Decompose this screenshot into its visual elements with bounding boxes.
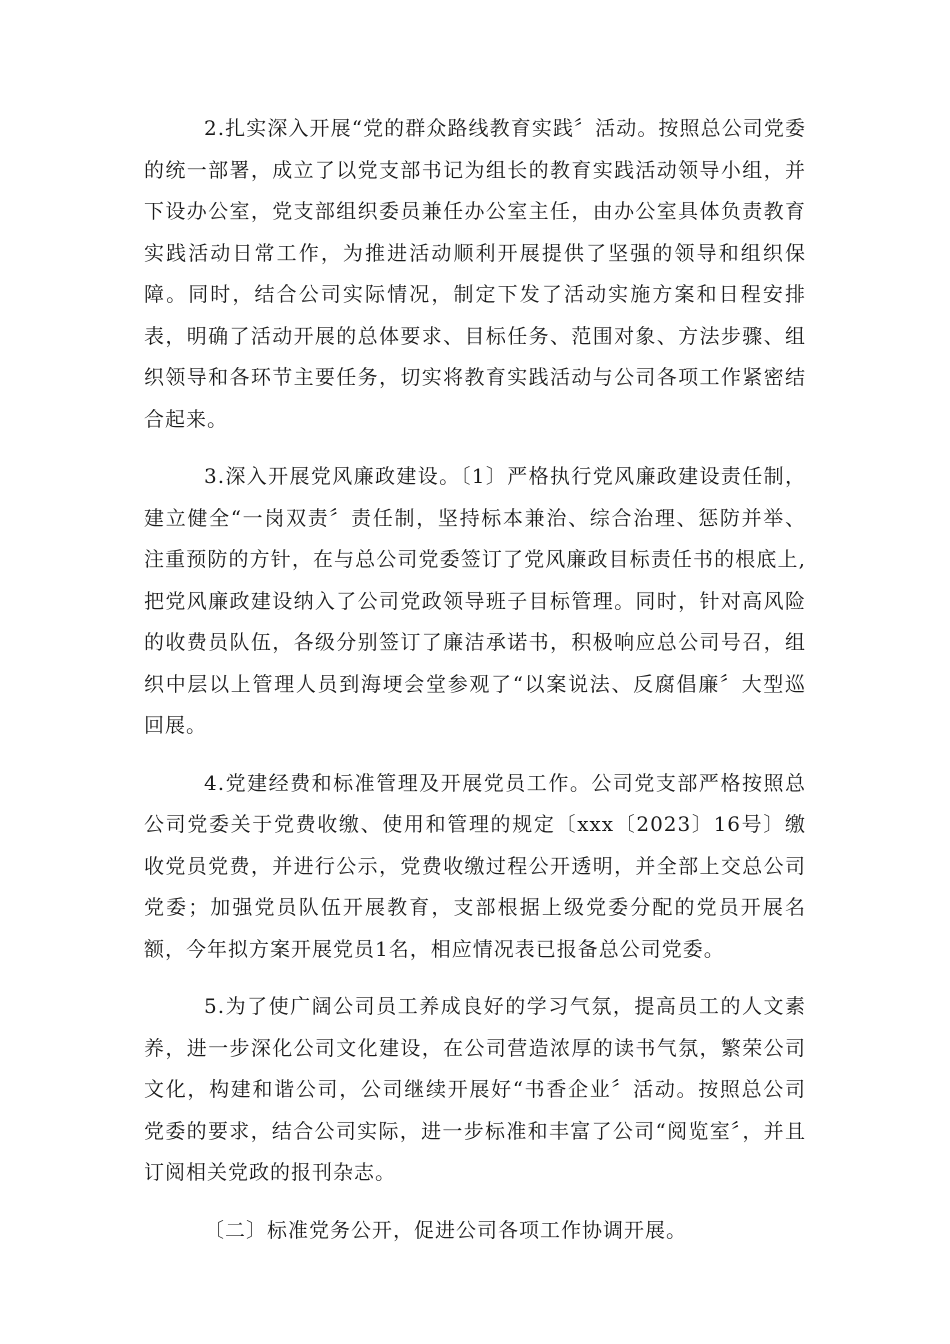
paragraph-education-practice: 2.扎实深入开展“党的群众路线教育实践〞活动。按照总公司党委的统一部署，成立了以党支部书记为组长的教育实践活动领导小组，并下设办公室，党支部组织委员兼任办公室主任，由办公室具体负责教育实践活动日常工作，为推进活动顺利开展提供了坚强的领导和组织保障。同时，结合公司实际情况，制定下发了活动实施方案和日程安排表，明确了活动开展的总体要求、目标任务、范围对象、方法步骤、组织领导和各环节主要任务，切实将教育实践活动与公司各项工作紧密结合起来。 xyxy=(144,116,806,431)
paragraph-party-funds: 4.党建经费和标准管理及开展党员工作。公司党支部严格按照总公司党委关于党费收缴、使用和管理的规定〔xxx〔2023〕16号〕缴收党员党费，并进行公示，党费收缴过程公开透明，并全部上交总公司党委；加强党员队伍开展教育，支部根据上级党委分配的党员开展名额，今年拟方案开展党员1名，相应情况表已报备总公司党委。 xyxy=(144,770,806,961)
section-heading-party-affairs: 〔二〕标准党务公开，促进公司各项工作协调开展。 xyxy=(204,1217,687,1242)
paragraph-book-fragrance: 5.为了使广阔公司员工养成良好的学习气氛，提高员工的人文素养，进一步深化公司文化建设，在公司营造浓厚的读书气氛，繁荣公司文化，构建和谐公司，公司继续开展好“书香企业〞活动。按照总公司党委的要求，结合公司实际，进一步标准和丰富了公司“阅览室〞，并且订阅相关党政的报刊杂志。 xyxy=(144,994,806,1184)
document-body xyxy=(144,108,806,1251)
paragraph-clean-governance: 3.深入开展党风廉政建设。〔1〕严格执行党风廉政建设责任制，建立健全“一岗双责〞责任制，坚持标本兼治、综合治理、惩防并举、注重预防的方针，在与总公司党委签订了党风廉政目标责任书的根底上,把党风廉政建设纳入了公司党政领导班子目标管理。同时，针对高风险的收费员队伍，各级分别签订了廉洁承诺书，积极响应总公司号召，组织中层以上管理人员到海埂会堂参观了“以案说法、反腐倡廉〞大型巡回展。 xyxy=(144,464,806,737)
